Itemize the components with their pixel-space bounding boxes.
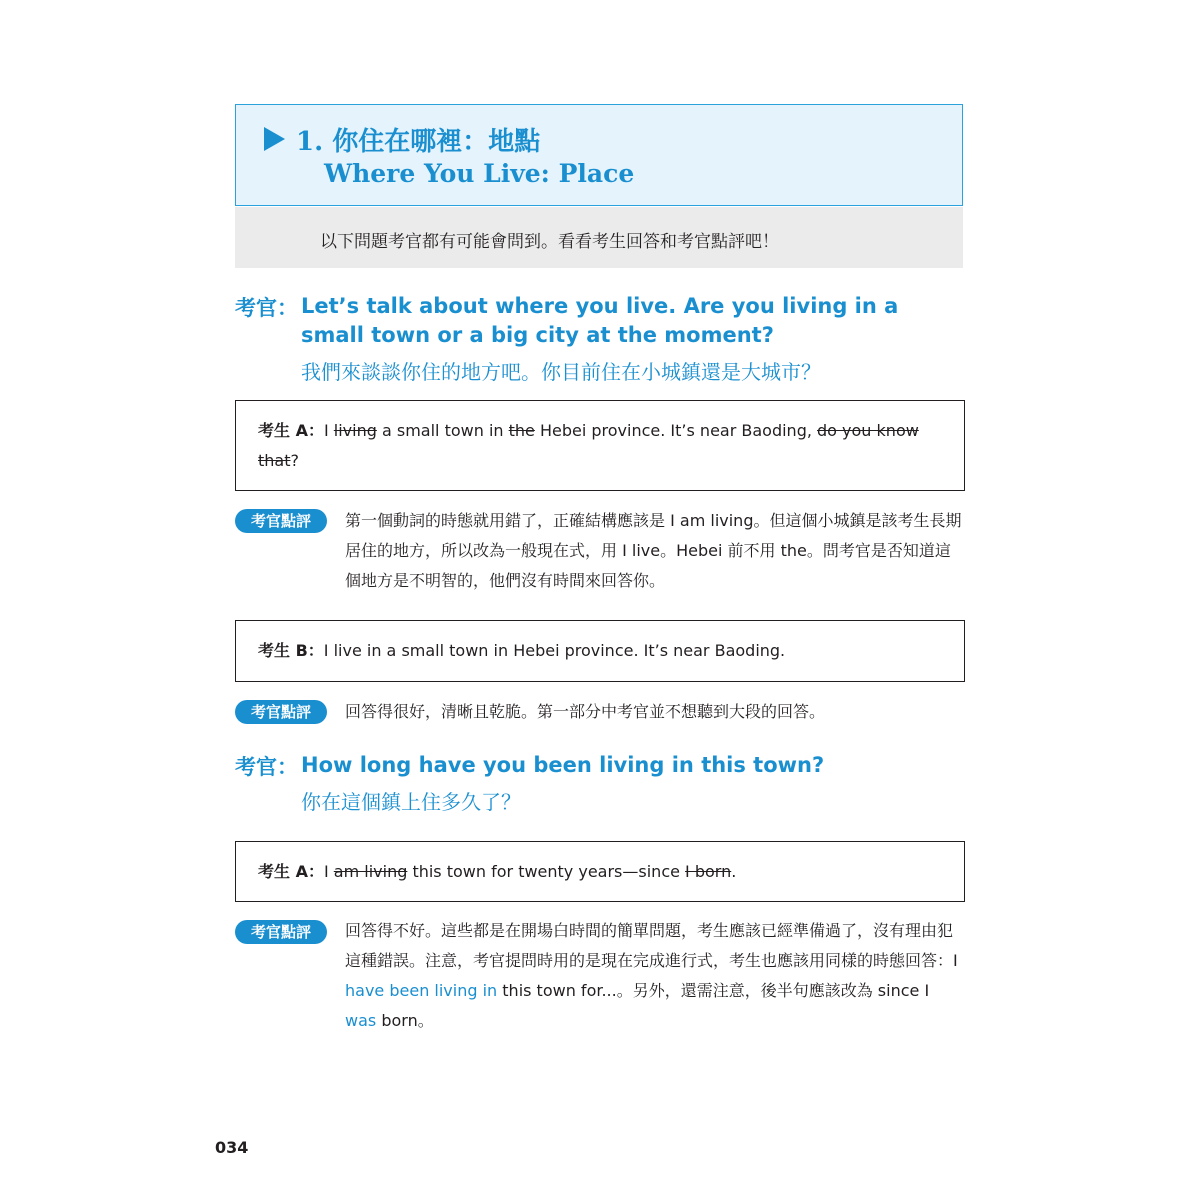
examiner-comment-1: 第一個動詞的時態就用錯了，正確結構應該是 I am living。但這個小城鎮是該考生長期居住的地方，所以改為一般現在式，用 I live。Hebei 前不用 the。問考官是否知道這個地方是不明智的，他們沒有時間來回答你。	[345, 511, 962, 590]
section-title-zh: 1. 你住在哪裡：地點	[296, 127, 541, 157]
question-2-en: How long have you been living in this town?	[301, 753, 825, 777]
candidate-a-label: 考生 A：	[258, 862, 324, 881]
question-1-en: Let’s talk about where you live. Are you living in a small town or a big city at the moment?	[301, 294, 899, 347]
answer-text-part: .	[731, 862, 737, 881]
question-1-zh: 我們來談談你住的地方吧。你目前住在小城鎮還是大城市？	[301, 360, 821, 384]
examiner-comment-badge: 考官點評	[235, 509, 327, 533]
highlighted-correction: was	[345, 1011, 377, 1030]
examiner-question-1	[235, 292, 965, 384]
answer-box-a2	[235, 841, 965, 902]
answer-text-part: Hebei province. It’s near Baoding,	[534, 421, 818, 440]
triangle-arrow-icon	[264, 127, 285, 151]
answer-a2-text	[258, 857, 944, 887]
strikethrough-text: living	[333, 421, 377, 440]
examiner-label: 考官：	[235, 296, 298, 320]
highlighted-correction: have been living in	[345, 981, 498, 1000]
answer-a1-text	[258, 416, 944, 476]
strikethrough-text: the	[508, 421, 535, 440]
section-title-en: Where You Live: Place	[324, 159, 635, 188]
answer-text-part: this town for twenty years—since	[407, 862, 686, 881]
answer-box-b1	[235, 620, 965, 682]
section-title-box	[235, 104, 963, 206]
intro-text: 以下問題考官都有可能會問到。看看考生回答和考官點評吧！	[320, 232, 779, 252]
candidate-b-label: 考生 B：	[258, 641, 324, 660]
strikethrough-text: do you know that	[258, 421, 919, 470]
strikethrough-text: I born	[685, 862, 732, 881]
candidate-a-label: 考生 A：	[258, 421, 324, 440]
page-number: 034	[215, 1138, 249, 1157]
answer-text-part: a small town in	[376, 421, 509, 440]
answer-text-part: ?	[290, 451, 299, 470]
comment-text-part: 回答得不好。這些都是在開場白時間的簡單問題，考生應該已經準備過了，沒有理由犯這種錯誤。注意，考官提問時用的是現在完成進行式，考生也應該用同樣的時態回答：I	[345, 921, 958, 970]
answer-text-part: I	[323, 421, 334, 440]
answer-box-a1	[235, 400, 965, 491]
answer-text-part: I	[323, 862, 334, 881]
examiner-comment-badge: 考官點評	[235, 700, 327, 724]
strikethrough-text: am living	[333, 862, 408, 881]
comment-text-part: born。	[376, 1011, 434, 1030]
comment-text-part: this town for...。另外，還需注意，後半句應該改為 since I	[497, 981, 930, 1000]
answer-b1-text	[258, 636, 944, 666]
examiner-label: 考官：	[235, 755, 298, 779]
answer-text-part: I live in a small town in Hebei province. It’s near Baoding.	[323, 641, 786, 660]
examiner-question-2	[235, 751, 965, 815]
examiner-comment-3	[345, 916, 965, 1036]
intro-band	[235, 207, 963, 268]
examiner-comment-badge: 考官點評	[235, 920, 327, 944]
examiner-comment-2: 回答得很好，清晰且乾脆。第一部分中考官並不想聽到大段的回答。	[345, 702, 826, 721]
question-2-zh: 你在這個鎮上住多久了？	[301, 790, 521, 814]
